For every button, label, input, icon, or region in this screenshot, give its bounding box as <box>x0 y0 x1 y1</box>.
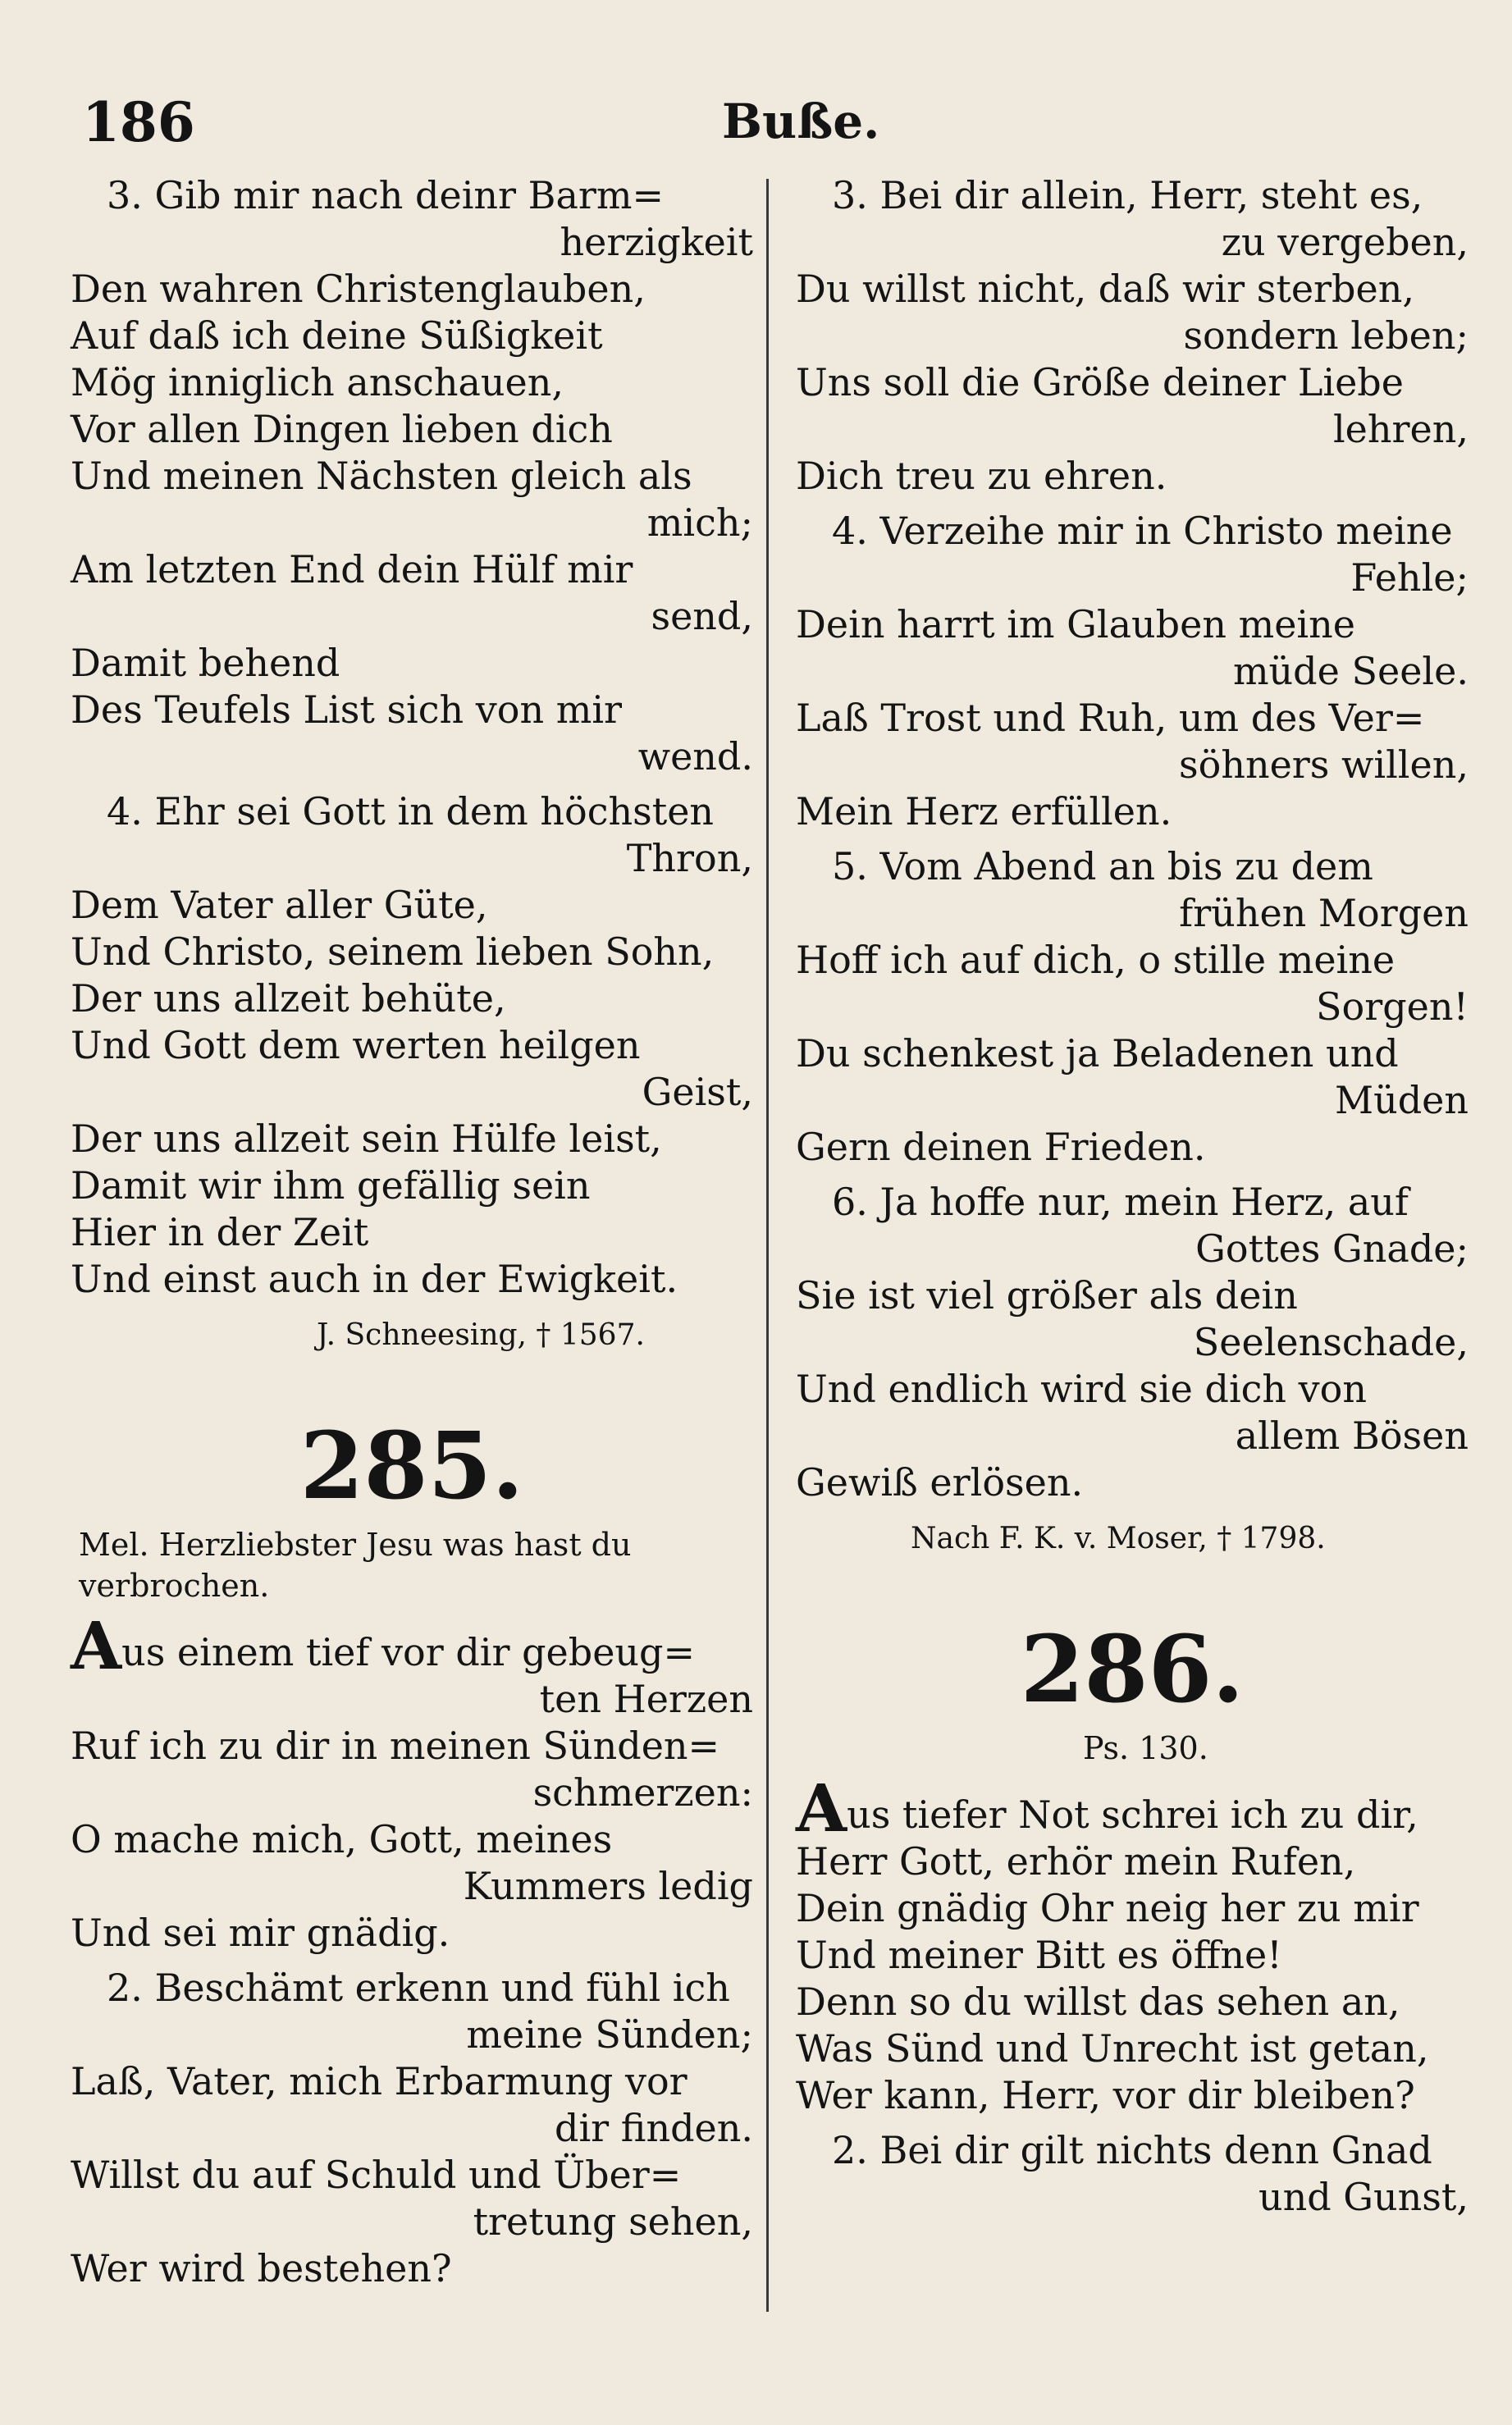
verse-line: söhners willen, <box>1179 742 1469 787</box>
drop-cap: A <box>796 1770 847 1847</box>
verse-line: Der uns allzeit sein Hülfe leist, <box>71 1117 662 1161</box>
verse-line: Mög inniglich anschauen, <box>71 360 564 404</box>
verse-line: Fehle; <box>1350 555 1469 600</box>
verse-line: allem Bösen <box>1235 1413 1469 1458</box>
verse-line: Hoff ich auf dich, o stille meine <box>796 938 1396 982</box>
verse-line: herzigkeit <box>560 220 753 264</box>
stanza-3-right <box>796 172 1469 500</box>
verse-line: müde Seele. <box>1232 649 1469 693</box>
verse-line: Gottes Gnade; <box>1195 1226 1469 1271</box>
verse-line: 3. Bei dir allein, Herr, steht es, <box>832 173 1423 217</box>
verse-line: Laß Trost und Ruh, um des Ver= <box>796 696 1425 740</box>
hymn-number-286: 286. <box>1020 1616 1245 1724</box>
verse-line: Gewiß erlösen. <box>796 1460 1084 1505</box>
melody-note: Ps. 130. <box>1083 1730 1208 1766</box>
verse-line: schmerzen: <box>532 1770 753 1815</box>
verse-line: Damit behend <box>71 641 340 685</box>
drop-cap: A <box>71 1607 122 1684</box>
hymn-285-stanza-2 <box>71 1965 753 2292</box>
verse-line: Müden <box>1334 1078 1469 1122</box>
verse-line: meine Sünden; <box>466 2012 753 2057</box>
verse-line: Der uns allzeit behüte, <box>71 976 506 1021</box>
verse-line: Und Christo, seinem lieben Sohn, <box>71 929 715 974</box>
verse-line: send, <box>651 594 753 638</box>
verse-line <box>796 1770 1469 1847</box>
running-title: Buße. <box>722 94 880 149</box>
verse-line: sondern leben; <box>1183 313 1469 358</box>
verse-line: Und Gott dem werten heilgen <box>71 1023 641 1067</box>
verse-line: O mache mich, Gott, meines <box>71 1817 613 1861</box>
verse-line: Und sei mir gnädig. <box>71 1911 450 1955</box>
verse-line: tretung sehen, <box>473 2199 753 2244</box>
verse-line: lehren, <box>1332 407 1469 451</box>
verse-line: Denn so du willst das sehen an, <box>796 1980 1400 2024</box>
verse-line: und Gunst, <box>1258 2175 1469 2219</box>
verse-line: Dein harrt im Glauben meine <box>796 602 1355 646</box>
verse-line: Hier in der Zeit <box>71 1210 369 1254</box>
verse-line: Ruf ich zu dir in meinen Sünden= <box>71 1724 720 1768</box>
verse-line: Thron, <box>626 836 753 880</box>
verse-line: Des Teufels List sich von mir <box>71 687 623 732</box>
verse-line-text: us einem tief vor dir gebeug= <box>121 1630 696 1674</box>
verse-line: dir finden. <box>555 2106 753 2150</box>
verse-line: Dich treu zu ehren. <box>796 454 1167 498</box>
verse-line: Wer wird bestehen? <box>71 2246 452 2290</box>
verse-line: Herr Gott, erhör mein Rufen, <box>796 1839 1356 1884</box>
verse-line: Und einst auch in der Ewigkeit. <box>71 1257 678 1301</box>
verse-line: zu vergeben, <box>1221 220 1469 264</box>
hymn-286-stanza-2 <box>796 2127 1469 2221</box>
melody-note: Mel. Herzliebster Jesu was hast du verbrochen. <box>79 1527 632 1604</box>
verse-line: Was Sünd und Unrecht ist getan, <box>796 2026 1429 2071</box>
verse-line: Und meinen Nächsten gleich als <box>71 454 692 498</box>
page-header <box>82 90 1460 164</box>
verse-line: Sorgen! <box>1316 984 1469 1029</box>
verse-line: 5. Vom Abend an bis zu dem <box>832 844 1373 888</box>
verse-line: Am letzten End dein Hülf mir <box>71 547 633 591</box>
stanza-6-right <box>796 1179 1469 1506</box>
left-column <box>71 172 753 2300</box>
verse-line: Mein Herz erfüllen. <box>796 789 1172 833</box>
verse-line: ten Herzen <box>539 1677 753 1721</box>
verse-line: Auf daß ich deine Süßigkeit <box>71 313 603 358</box>
verse-line: Laß, Vater, mich Erbarmung vor <box>71 2059 687 2103</box>
verse-line: wend. <box>637 734 753 779</box>
verse-line: Und meiner Bitt es öffne! <box>796 1933 1282 1977</box>
hymn-286-stanza-1 <box>796 1770 1469 2119</box>
verse-line: mich; <box>646 500 753 545</box>
verse-line: Willst du auf Schuld und Über= <box>71 2153 682 2197</box>
verse-line: 2. Beschämt erkenn und fühl ich <box>107 1966 730 2010</box>
verse-line: Den wahren Christenglauben, <box>71 267 646 311</box>
verse-line: Seelenschade, <box>1193 1320 1469 1364</box>
verse-line: Damit wir ihm gefällig sein <box>71 1163 591 1208</box>
verse-line: Dem Vater aller Güte, <box>71 883 488 927</box>
verse-line: Wer kann, Herr, vor dir bleiben? <box>796 2073 1415 2117</box>
verse-line: Gern deinen Frieden. <box>796 1125 1206 1169</box>
verse-line: Du willst nicht, daß wir sterben, <box>796 267 1414 311</box>
verse-line: Kummers ledig <box>463 1864 753 1908</box>
stanza-3-left <box>71 172 753 780</box>
hymn-285-stanza-1 <box>71 1607 753 1957</box>
verse-line: Uns soll die Größe deiner Liebe <box>796 360 1404 404</box>
right-column <box>796 172 1469 2229</box>
verse-line: 3. Gib mir nach deinr Barm= <box>107 173 665 217</box>
verse-line: Du schenkest ja Beladenen und <box>796 1031 1399 1075</box>
verse-line-text: us tiefer Not schrei ich zu dir, <box>847 1792 1418 1837</box>
verse-line: Dein gnädig Ohr neig her zu mir <box>796 1886 1419 1930</box>
stanza-4-left <box>71 788 753 1303</box>
verse-line: 2. Bei dir gilt nichts denn Gnad <box>832 2128 1432 2172</box>
stanza-4-right <box>796 508 1469 835</box>
hymn-number-285: 285. <box>299 1413 524 1520</box>
verse-line: frühen Morgen <box>1179 891 1469 935</box>
author-attribution: J. Schneesing, † 1567. <box>317 1318 645 1352</box>
verse-line: 4. Verzeihe mir in Christo meine <box>832 509 1453 553</box>
verse-line: 4. Ehr sei Gott in dem höchsten <box>107 789 715 833</box>
stanza-5-right <box>796 843 1469 1171</box>
page-number: 186 <box>82 90 195 154</box>
verse-line: Geist, <box>642 1070 753 1114</box>
column-divider <box>766 179 769 2312</box>
verse-line: Und endlich wird sie dich von <box>796 1367 1367 1411</box>
verse-line: Vor allen Dingen lieben dich <box>71 407 613 451</box>
author-attribution: Nach F. K. v. Moser, † 1798. <box>911 1522 1326 1555</box>
verse-line: Sie ist viel größer als dein <box>796 1273 1298 1318</box>
verse-line: 6. Ja hoffe nur, mein Herz, auf <box>832 1180 1409 1224</box>
verse-line <box>71 1607 753 1684</box>
